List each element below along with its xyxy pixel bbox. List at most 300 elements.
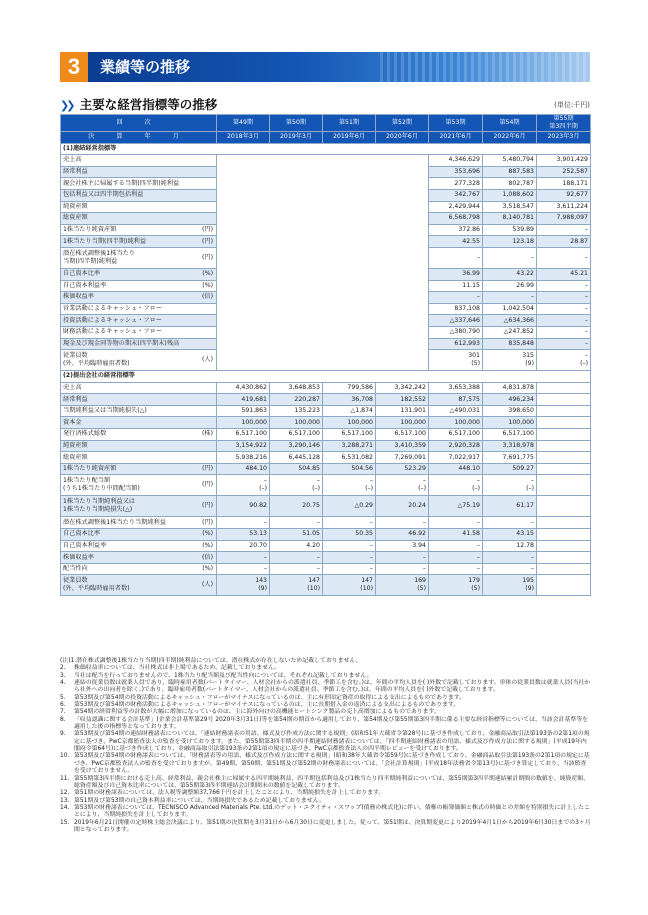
value-cell: – — [537, 315, 591, 327]
value-cell: 169 (5) — [376, 575, 429, 596]
value-cell: – — [429, 563, 483, 575]
value-cell: 100,000 — [376, 417, 429, 429]
footnote-text: 当社は配当を行っておりませんので、1株当たり配当額及び配当性向については、それぞれ記載しておりません。 — [74, 672, 373, 679]
row-label — [61, 280, 217, 292]
footnote-text: 第55期第3四半期における売上高、経常利益、親会社株主に帰属する四半期純利益、四半期包括利益及び1株当たり四半期純利益については、第55期第3四半期連結累計期間の数値を、純資産額、総資産額及び自己資本比率については、第55期第3四半期連結会計期間末の数値を記載しております。 — [74, 775, 590, 789]
value-cell: 277,328 — [429, 178, 483, 190]
section-number: 3 — [60, 52, 88, 82]
row-label — [61, 563, 217, 575]
value-cell: 50.35 — [323, 529, 376, 541]
footnote-number: 14. — [60, 804, 70, 811]
row-unit: (株) — [201, 430, 213, 438]
value-cell: 509.27 — [483, 463, 537, 475]
indicator-table-wrapper — [60, 114, 590, 596]
row-label — [61, 338, 217, 350]
value-cell: – — [483, 563, 537, 575]
table-row — [61, 429, 591, 441]
value-cell: – — [217, 552, 270, 564]
date-header: 2021年6月 — [429, 132, 483, 144]
value-cell: 87,575 — [429, 394, 483, 406]
empty-cell — [537, 540, 591, 552]
value-cell: △0.29 — [323, 496, 376, 517]
row-unit: (円) — [201, 502, 213, 510]
row-label — [61, 552, 217, 564]
value-cell: – (–) — [429, 475, 483, 496]
value-cell: 100,000 — [483, 417, 537, 429]
footnote — [60, 731, 592, 753]
value-cell: 484.10 — [217, 463, 270, 475]
row-label — [61, 529, 217, 541]
value-cell: 4,430,862 — [217, 382, 270, 394]
value-cell: – — [483, 552, 537, 564]
value-cell: 45.21 — [537, 268, 591, 280]
row-label-text: 包括利益又は四半期包括利益 — [63, 191, 144, 199]
value-cell: 591,863 — [217, 405, 270, 417]
value-cell: △75.19 — [429, 496, 483, 517]
row-label — [61, 303, 217, 315]
table-row — [61, 552, 591, 564]
section-title: (1)連結経営指標等 — [61, 143, 591, 155]
empty-cell — [537, 552, 591, 564]
value-cell: 398,650 — [483, 405, 537, 417]
value-cell: 28.87 — [537, 236, 591, 248]
period-header: 第51期 — [323, 115, 376, 132]
table-row — [61, 155, 591, 167]
value-cell: 7,269,091 — [376, 452, 429, 464]
value-cell: 3,653,388 — [429, 382, 483, 394]
row-label — [61, 247, 217, 268]
row-label-text: 1株当たり当期純利益又は 1株当たり当期純損失(△) — [63, 498, 135, 514]
empty-cell — [537, 575, 591, 596]
row-label — [61, 292, 217, 304]
value-cell: – — [217, 563, 270, 575]
footnote-text: 第53期及び第54期の投資活動によるキャッシュ・フローがマイナスになっているのは、主に有形固定資産の取得による支出によるものであります。 — [74, 694, 466, 701]
value-cell: 3,288,271 — [323, 440, 376, 452]
value-cell: 179 (5) — [429, 575, 483, 596]
value-cell: △1,874 — [323, 405, 376, 417]
footnote — [60, 680, 592, 695]
value-cell: △380,790 — [429, 326, 483, 338]
footnote-text: 連結の従業員数は就業人員であり、臨時雇用者数(パートタイマー、人材会社からの派遣社員、季節工を含む。)は、年間の平均人員を( )外数で記載しております。単体の従業員数は就業人員(当社から社外への出向者を除く。)であり、臨時雇用者数(パートタイマー、人材会社からの派遣社員、季節工を含む。)は、年間の平均人員を( )外数で記載しております。 — [74, 680, 591, 694]
empty-cell — [537, 563, 591, 575]
footnote — [60, 790, 592, 797]
value-cell: – — [537, 247, 591, 268]
row-label — [61, 463, 217, 475]
value-cell: 195 (9) — [483, 575, 537, 596]
value-cell: 6,517,100 — [429, 429, 483, 441]
table-row — [61, 394, 591, 406]
row-label-text: 1株当たり純資産額 — [63, 226, 117, 234]
value-cell: 147 (10) — [323, 575, 376, 596]
footnote-text: 2019年6月21日開催の定時株主総会決議により、第51期の決算期を3月31日から6月30日に変更しました。従って、第51期は、決算期変更により2019年4月1日から2019年6月30日までの3ヶ月間となっております。 — [74, 819, 591, 833]
section-title: (2)提出会社の経営指標等 — [61, 371, 591, 383]
value-cell: – (–) — [323, 475, 376, 496]
unit-label: (単位:千円) — [554, 101, 590, 109]
header-row-date — [61, 132, 591, 144]
value-cell: 448.10 — [429, 463, 483, 475]
row-label-text: 株価収益率 — [63, 553, 94, 561]
value-cell: 143 (9) — [217, 575, 270, 596]
value-cell: – — [323, 540, 376, 552]
row-label — [61, 540, 217, 552]
period-header: 第54期 — [483, 115, 537, 132]
value-cell: 252,587 — [537, 166, 591, 178]
row-label-text: 自己資本利益率 — [63, 281, 107, 289]
value-cell: 342,767 — [429, 189, 483, 201]
footnote — [60, 805, 592, 820]
value-cell: – — [429, 540, 483, 552]
value-cell: 36,708 — [323, 394, 376, 406]
value-cell: – — [323, 517, 376, 529]
row-label — [61, 155, 217, 167]
table-row — [61, 575, 591, 596]
value-cell: △337,646 — [429, 315, 483, 327]
value-cell: 539.89 — [483, 224, 537, 236]
row-label-text: 1株当たり配当額 (うち1株当たり中間配当額) — [63, 477, 140, 493]
value-cell: – — [483, 292, 537, 304]
table-row — [61, 440, 591, 452]
row-label-text: 配当性向 — [63, 565, 88, 573]
value-cell: 5,480,794 — [483, 155, 537, 167]
value-cell: 220,287 — [270, 394, 323, 406]
table-row — [61, 540, 591, 552]
empty-cell — [537, 452, 591, 464]
footnote-number: 15. — [60, 819, 70, 826]
value-cell: – — [429, 552, 483, 564]
row-unit: (%) — [202, 565, 213, 573]
footnotes — [60, 658, 592, 834]
value-cell: 51.05 — [270, 529, 323, 541]
value-cell: 3,901,429 — [537, 155, 591, 167]
value-cell: 1,088,602 — [483, 189, 537, 201]
row-label — [61, 517, 217, 529]
value-cell: 3.94 — [376, 540, 429, 552]
value-cell: 6,568,798 — [429, 213, 483, 225]
period-header: 第53期 — [429, 115, 483, 132]
footnote-number: 2. — [60, 665, 66, 672]
footnote-text: 第53期及び第54期の財務活動によるキャッシュ・フローがマイナスになっているのは、主に長期借入金の返済による支出によるものであります。 — [74, 702, 460, 709]
value-cell: 3,342,242 — [376, 382, 429, 394]
value-cell: 2,429,944 — [429, 201, 483, 213]
table-row — [61, 563, 591, 575]
header-decoration — [380, 52, 590, 82]
value-cell: 301 (5) — [429, 350, 483, 371]
value-cell: 837,108 — [429, 303, 483, 315]
row-label-text: 経常利益 — [63, 395, 88, 403]
value-cell: – — [217, 517, 270, 529]
footnote-number: 12. — [60, 790, 70, 797]
value-cell: – — [483, 517, 537, 529]
value-cell: 182,552 — [376, 394, 429, 406]
value-cell: 20.75 — [270, 496, 323, 517]
empty-cell — [537, 382, 591, 394]
row-label — [61, 326, 217, 338]
value-cell: 100,000 — [429, 417, 483, 429]
footnote — [60, 776, 592, 791]
header-row-period — [61, 115, 591, 132]
value-cell: 123.18 — [483, 236, 537, 248]
value-cell: 7,988,097 — [537, 213, 591, 225]
empty-cell — [537, 496, 591, 517]
row-unit: (%) — [202, 270, 213, 278]
value-cell: 4.20 — [270, 540, 323, 552]
value-cell: 3,290,146 — [270, 440, 323, 452]
value-cell: 7,022,917 — [429, 452, 483, 464]
table-row — [61, 529, 591, 541]
footnote — [60, 665, 592, 672]
row-label-text: 発行済株式総数 — [63, 430, 107, 438]
row-label — [61, 405, 217, 417]
row-label-text: 資本金 — [63, 418, 82, 426]
footnote-text: 第54期の経常利益等の計数が大幅に増加になっているのは、主に海外向けの高機能ヒートシンク製品の売上高増加によるものであります。 — [74, 709, 440, 716]
row-label — [61, 575, 217, 596]
footnote — [60, 798, 592, 805]
table-row — [61, 475, 591, 496]
value-cell: 20.24 — [376, 496, 429, 517]
footnote-number: 7. — [60, 709, 66, 716]
value-cell: 42.55 — [429, 236, 483, 248]
value-cell: – — [270, 517, 323, 529]
footnote-number: 8. — [60, 716, 66, 723]
value-cell: 90.82 — [217, 496, 270, 517]
subheading — [60, 95, 217, 111]
row-label — [61, 350, 217, 371]
row-label — [61, 166, 217, 178]
value-cell: 135,223 — [270, 405, 323, 417]
footnote — [60, 709, 592, 716]
value-cell: 100,000 — [323, 417, 376, 429]
empty-cell — [537, 529, 591, 541]
empty-cells — [217, 155, 429, 371]
value-cell: 504.56 — [323, 463, 376, 475]
value-cell: 419,681 — [217, 394, 270, 406]
row-label-text: 1株当たり純資産額 — [63, 465, 117, 473]
value-cell: 353,696 — [429, 166, 483, 178]
empty-cell — [537, 417, 591, 429]
value-cell: 6,517,100 — [483, 429, 537, 441]
value-cell: 612,993 — [429, 338, 483, 350]
value-cell: 3,410,359 — [376, 440, 429, 452]
value-cell: 5,938,216 — [217, 452, 270, 464]
row-label-text: 投資活動によるキャッシュ・フロー — [63, 316, 162, 324]
row-label-text: 当期純利益又は当期純損失(△) — [63, 407, 147, 415]
row-unit: (人) — [201, 356, 213, 364]
row-label-text: 潜在株式調整後1株当たり当期純利益 — [63, 518, 166, 526]
row-unit: (人) — [201, 581, 213, 589]
footnote-text: 第53期及び第54期の財務諸表については、「財務諸表等の用語、様式及び作成方法に関する規則」(昭和38年大蔵省令第59号)に基づき作成しており、金融商品取引法第193条の2第1項の規定に基づき、PwC京都監査法人の監査を受けておりますが、第49期、第50期、第51期及び第52期の財務諸表については、「会社計算規則」(平成18年法務省令第13号)に基づき算定しており、当該監査を受けておりません。 — [74, 753, 590, 775]
value-cell: 53.13 — [217, 529, 270, 541]
value-cell: 131,901 — [376, 405, 429, 417]
empty-cell — [537, 440, 591, 452]
value-cell: 3,611,224 — [537, 201, 591, 213]
row-label-text: 株価収益率 — [63, 293, 94, 301]
value-cell: – (–) — [217, 475, 270, 496]
row-label-text: 営業活動によるキャッシュ・フロー — [63, 305, 162, 313]
value-cell: 4,346,629 — [429, 155, 483, 167]
value-cell: – — [429, 292, 483, 304]
value-cell: 4,831,878 — [483, 382, 537, 394]
subheading-text: 主要な経営指標等の推移 — [79, 97, 218, 112]
row-label-text: 純資産額 — [63, 441, 88, 449]
empty-cell — [537, 475, 591, 496]
value-cell: – — [376, 517, 429, 529]
row-unit: (%) — [202, 530, 213, 538]
value-cell: 43.15 — [483, 529, 537, 541]
footnote-number: 4. — [60, 680, 66, 687]
value-cell: 523.29 — [376, 463, 429, 475]
value-cell: – — [537, 303, 591, 315]
row-label-text: 自己資本利益率 — [63, 541, 107, 549]
date-header: 2023年3月 — [537, 132, 591, 144]
row-label-text: 自己資本比率 — [63, 530, 101, 538]
value-cell: △634,366 — [483, 315, 537, 327]
period-header: 第50期 — [270, 115, 323, 132]
row-label — [61, 189, 217, 201]
value-cell: 496,234 — [483, 394, 537, 406]
footnote-number: (注)1. — [60, 658, 77, 664]
period-header: 第55期 第3四半期 — [537, 115, 591, 132]
row-label — [61, 429, 217, 441]
value-cell: 799,586 — [323, 382, 376, 394]
value-cell: 11.15 — [429, 280, 483, 292]
row-label — [61, 178, 217, 190]
row-unit: (円) — [201, 226, 213, 234]
value-cell: 43.22 — [483, 268, 537, 280]
footnote-text: 第53期の財務諸表については、TECNISCO Advanced Materials Pte. Ltd.のデット・エクイティ・スワップ(債務の株式化)に伴い、債権の帳簿価額と株式の時価との差額を特別損失に計上したことにより、当期純損失を計上しております。 — [74, 804, 590, 819]
value-cell: 92,677 — [537, 189, 591, 201]
row-unit: (%) — [202, 541, 213, 549]
row-label — [61, 268, 217, 280]
value-cell: 887,583 — [483, 166, 537, 178]
value-cell: 41.58 — [429, 529, 483, 541]
row-label — [61, 452, 217, 464]
value-cell: – — [537, 326, 591, 338]
value-cell: – — [537, 224, 591, 236]
row-unit: (倍) — [201, 553, 213, 561]
section-title-row — [61, 143, 591, 155]
footnote-number: 6. — [60, 702, 66, 709]
value-cell: 6,517,100 — [217, 429, 270, 441]
row-label — [61, 201, 217, 213]
row-label — [61, 315, 217, 327]
row-label-text: 経常利益 — [63, 168, 88, 176]
row-label — [61, 440, 217, 452]
double-chevron-icon: ❯❯ — [60, 99, 73, 112]
date-header: 2022年6月 — [483, 132, 537, 144]
footnote-number: 11. — [60, 775, 70, 782]
row-label — [61, 394, 217, 406]
value-cell: – — [537, 338, 591, 350]
value-cell: – — [376, 563, 429, 575]
value-cell: 802,787 — [483, 178, 537, 190]
row-label-text: 従業員数 (外、平均臨時雇用者数) — [63, 352, 130, 368]
value-cell: 147 (10) — [270, 575, 323, 596]
footnote — [60, 673, 592, 680]
value-cell: 6,517,100 — [270, 429, 323, 441]
value-cell: 835,848 — [483, 338, 537, 350]
footnote-text: 株価収益率については、当社株式は非上場であるため、記載しておりません。 — [74, 665, 281, 672]
date-header: 2019年6月 — [323, 132, 376, 144]
value-cell: – — [376, 552, 429, 564]
footnote — [60, 820, 592, 835]
row-label-text: 総資産額 — [63, 453, 88, 461]
footnote — [60, 717, 592, 732]
value-cell: 3,318,978 — [483, 440, 537, 452]
row-unit: (円) — [201, 465, 213, 473]
value-cell: △247,852 — [483, 326, 537, 338]
row-unit: (円) — [201, 237, 213, 245]
value-cell: 188,171 — [537, 178, 591, 190]
value-cell: 7,691,775 — [483, 452, 537, 464]
row-unit: (%) — [202, 281, 213, 289]
footnote-text: 「収益認識に関する会計基準」(企業会計基準第29号 2020年3月31日)等を第54期の期首から適用しており、第54期及び第55期第3四半期に係る主要な経営指標等については、当該会計基準等を適用した後の指標等となっております。 — [74, 716, 589, 731]
section-header — [60, 52, 590, 82]
row-label-text: 親会社株主に帰属する当期(四半期)純利益 — [63, 179, 180, 187]
value-cell: 100,000 — [270, 417, 323, 429]
table-row — [61, 382, 591, 394]
section-title-row — [61, 371, 591, 383]
table-row — [61, 417, 591, 429]
value-cell: – — [537, 280, 591, 292]
empty-cell — [537, 394, 591, 406]
value-cell: – (–) — [270, 475, 323, 496]
value-cell: – — [323, 563, 376, 575]
value-cell: – — [270, 563, 323, 575]
row-label-text: 現金及び現金同等物の期末(四半期末)残高 — [63, 339, 180, 347]
footnote-text: 第51期及び第53期の自己資本利益率については、当期純損失であるため記載しておりません。 — [74, 797, 325, 804]
value-cell: – (–) — [483, 475, 537, 496]
footnote — [60, 753, 592, 775]
footnote-text: 第53期及び第54期の連結財務諸表については、「連結財務諸表の用語、様式及び作成方法に関する規則」(昭和51年大蔵省令第28号)に基づき作成しており、金融商品取引法第193条の2第1項の規定に基づき、PwC京都監査法人の監査を受けております。また、第55期第3四半期の四半期連結財務諸表については、「四半期連結財務諸表の用語、様式及び作成方法に関する規則」(平成19年内閣府令第64号)に基づき作成しており、金融商品取引法第193条の2第1項の規定に基づき、PwC京都監査法人の四半期レビューを受けております。 — [74, 731, 590, 753]
indicator-table — [60, 114, 591, 596]
value-cell: 6,517,100 — [323, 429, 376, 441]
value-cell: – — [429, 247, 483, 268]
row-unit: (円) — [201, 518, 213, 526]
row-label-text: 従業員数 (外、平均臨時雇用者数) — [63, 577, 130, 593]
footnote-number: 13. — [60, 797, 70, 804]
row-label — [61, 382, 217, 394]
row-label-text: 潜在株式調整後1株当たり 当期(四半期)純利益 — [63, 249, 135, 265]
row-label-text: 自己資本比率 — [63, 270, 101, 278]
row-label-text: 売上高 — [63, 156, 82, 164]
table-row — [61, 496, 591, 517]
value-cell: – — [429, 517, 483, 529]
empty-cell — [537, 463, 591, 475]
row-label — [61, 224, 217, 236]
row-label — [61, 475, 217, 496]
value-cell: – — [270, 552, 323, 564]
value-cell: 372.86 — [429, 224, 483, 236]
value-cell: 6,517,100 — [376, 429, 429, 441]
table-row — [61, 463, 591, 475]
section-title: 業績等の推移 — [100, 58, 191, 76]
footnote-number: 9. — [60, 731, 66, 738]
value-cell: 12.78 — [483, 540, 537, 552]
row-label-text: 純資産額 — [63, 202, 88, 210]
row-label-text: 総資産額 — [63, 214, 88, 222]
row-label-text: 財務活動によるキャッシュ・フロー — [63, 328, 162, 336]
date-label-cell: 決 算 年 月 — [61, 132, 217, 144]
value-cell: 20.70 — [217, 540, 270, 552]
row-unit: (倍) — [201, 293, 213, 301]
row-label — [61, 417, 217, 429]
value-cell: 3,154,922 — [217, 440, 270, 452]
row-label-text: 売上高 — [63, 383, 82, 391]
footnote-text: 潜在株式調整後1株当たり当期(四半期)純利益については、潜在株式が存在しないため記載しておりません。 — [76, 658, 362, 664]
value-cell: – — [537, 292, 591, 304]
value-cell: 3,648,853 — [270, 382, 323, 394]
value-cell: 6,531,082 — [323, 452, 376, 464]
